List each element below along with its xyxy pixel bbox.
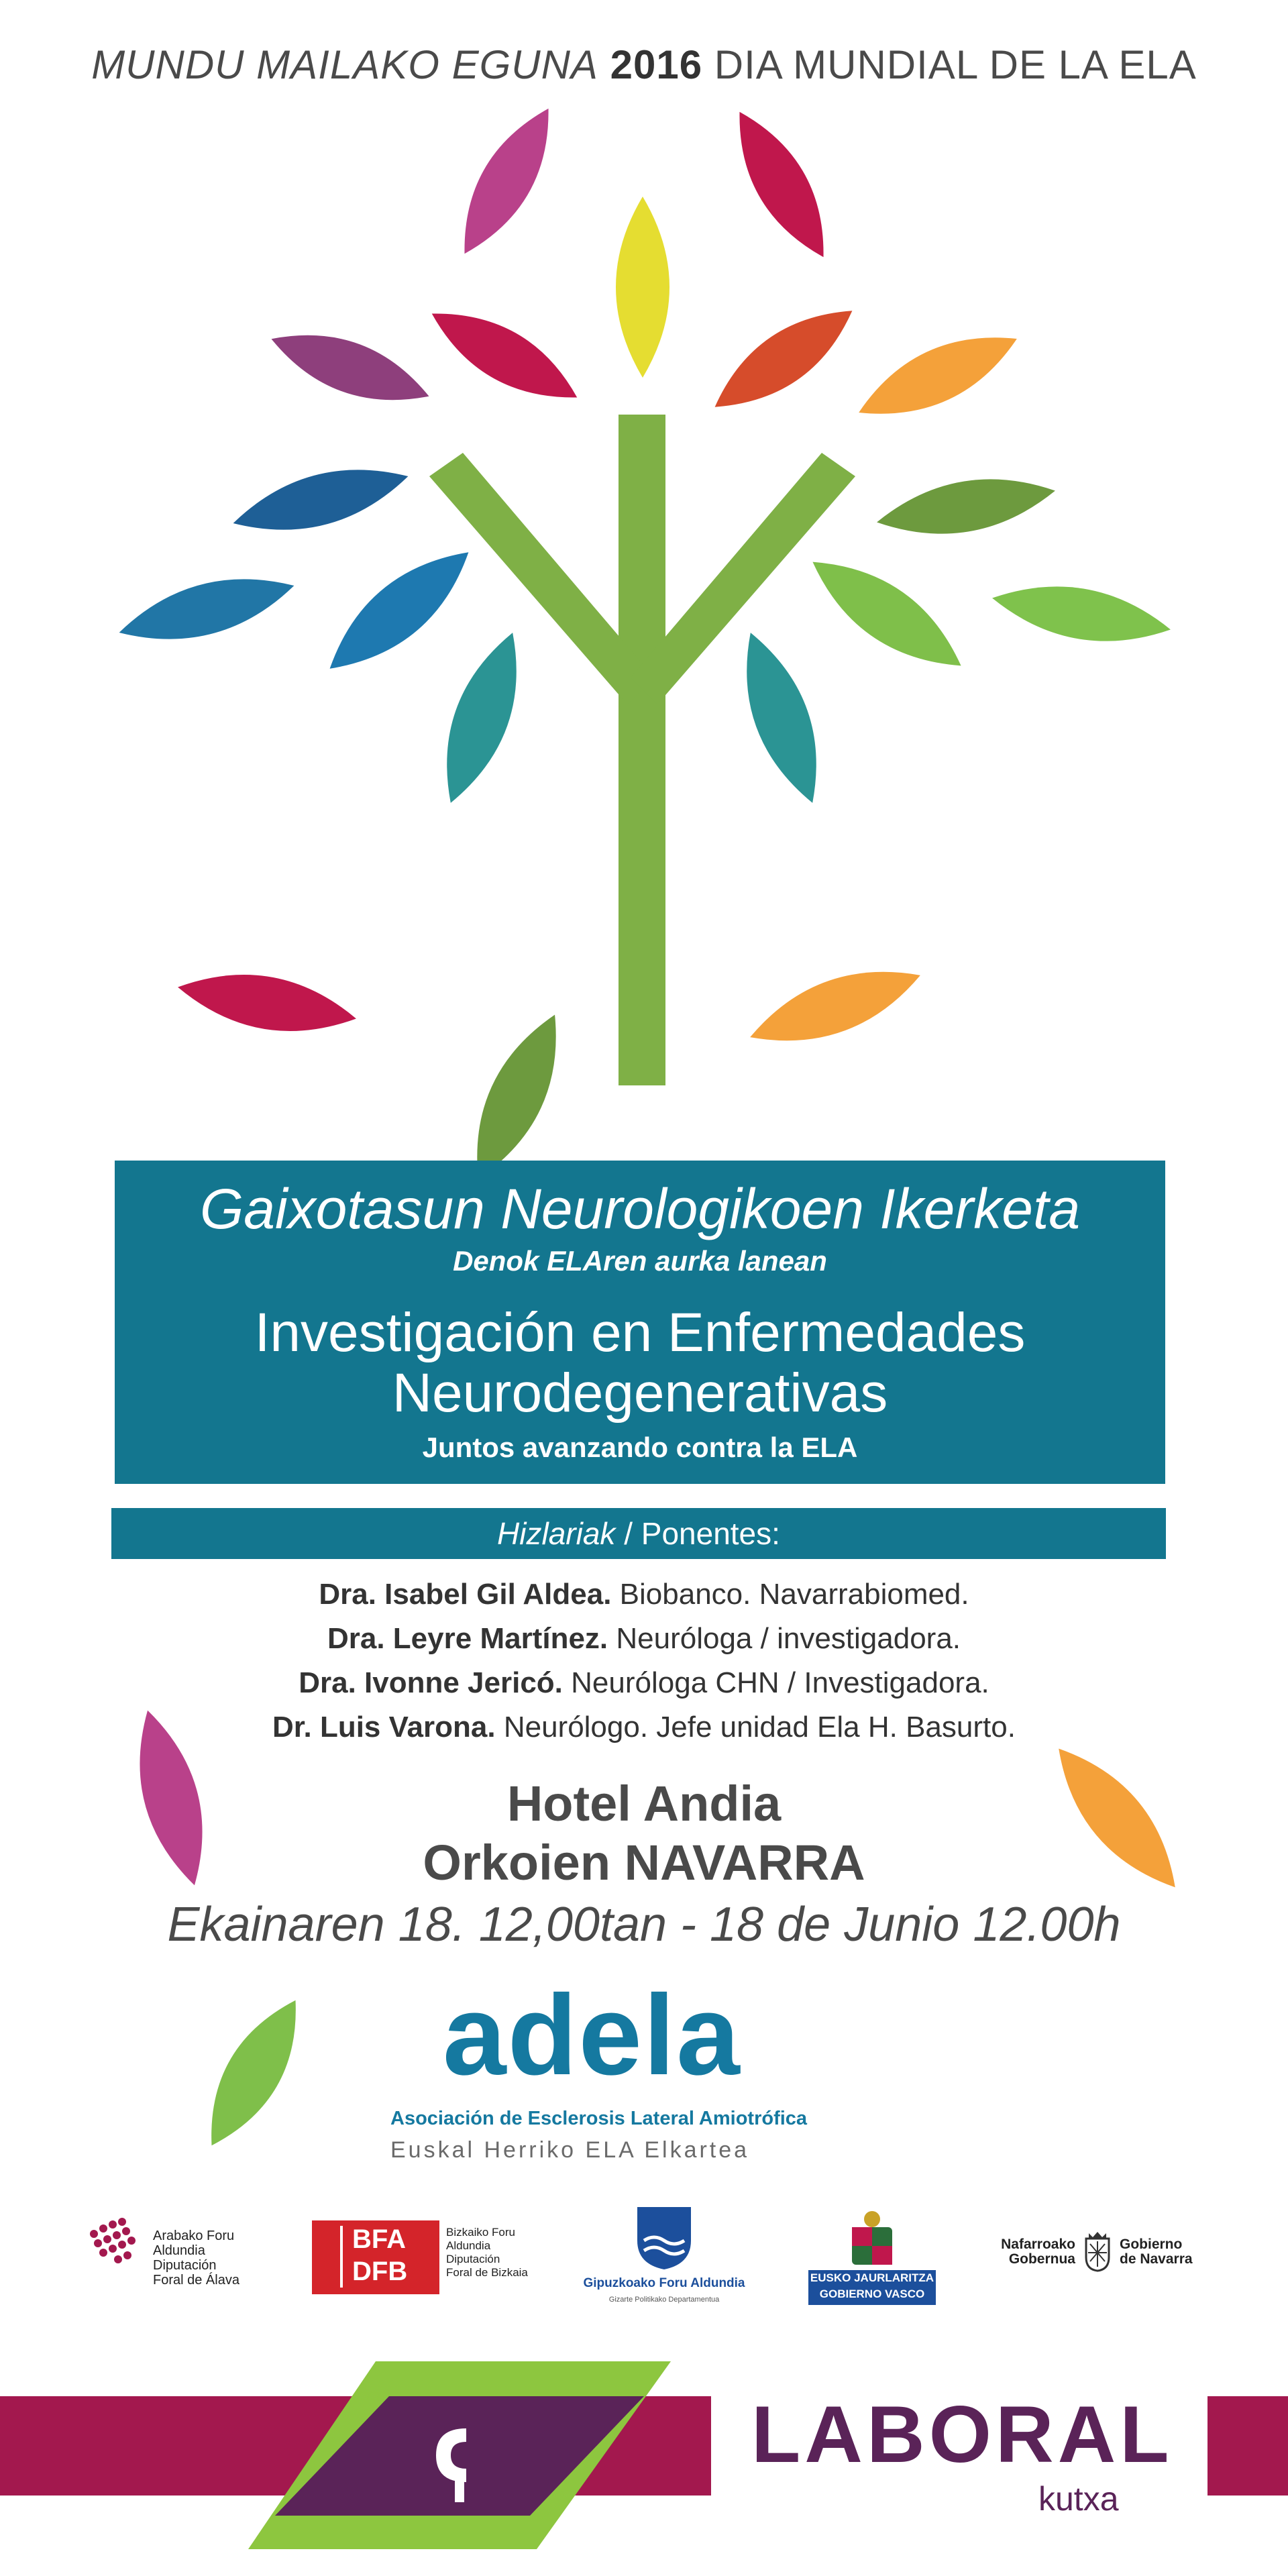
event-subtitle-spanish: Juntos avanzando contra la ELA: [422, 1432, 858, 1463]
event-title-spanish: [115, 1303, 1165, 1424]
gipuzkoa-shield-icon: [634, 2204, 694, 2271]
leaf-orange: [848, 315, 1028, 437]
leaf-red-center: [419, 292, 590, 419]
leaf-crimson-top: [718, 99, 845, 270]
alava-line: Foral de Álava: [153, 2273, 239, 2288]
leaf-lightgreen-right: [797, 540, 976, 688]
sponsor-bizkaia: [312, 2220, 533, 2301]
laboral-name: LABORAL: [751, 2390, 1173, 2479]
venue-name: Hotel Andia: [506, 1776, 782, 1831]
bizkaia-line: Bizkaiko Foru: [446, 2226, 515, 2239]
speakers-heading-basque: Hizlariak: [497, 1516, 616, 1551]
sponsor-navarra: [996, 2231, 1218, 2284]
bizkaia-badge-bottom: DFB: [352, 2257, 408, 2286]
leaf-blue: [313, 532, 486, 690]
leaf-purple: [263, 315, 438, 420]
leaf-blue-left: [113, 561, 301, 657]
eusko-line: GOBIERNO VASCO: [819, 2288, 925, 2300]
leaf-green-bottom: [189, 1987, 319, 2159]
bizkaia-mark-icon: [312, 2226, 343, 2288]
bizkaia-text: [446, 2226, 528, 2279]
alava-line: Aldundia: [153, 2243, 205, 2258]
speaker-role: Biobanco. Navarrabiomed.: [611, 1578, 969, 1611]
speakers-heading-spanish: Ponentes:: [641, 1516, 780, 1551]
speaker-name: Dra. Isabel Gil Aldea.: [319, 1578, 612, 1611]
speakers-heading: [111, 1508, 1166, 1559]
speaker-role: Neuróloga / investigadora.: [608, 1622, 961, 1655]
navarra-line: de Navarra: [1120, 2251, 1193, 2267]
adela-logo-word: adela: [443, 1972, 741, 2099]
leaf-yellow: [616, 197, 669, 378]
event-title-spanish-line1: Investigación en Enfermedades: [254, 1302, 1026, 1363]
navarra-line: Nafarroako: [1001, 2237, 1075, 2252]
alava-emblem-icon: [80, 2207, 154, 2281]
speaker-role: Neurólogo. Jefe unidad Ela H. Basurto.: [495, 1711, 1016, 1743]
eusko-line: EUSKO JAURLARITZA: [810, 2271, 934, 2284]
speaker-item: [0, 1666, 1288, 1700]
leaf-magenta-top: [443, 96, 570, 266]
sponsor-eusko-jaurlaritza: [808, 2207, 936, 2308]
laboral-logo-mark-icon: [241, 2355, 684, 2556]
laboral-sub: kutxa: [1038, 2480, 1119, 2518]
event-title-spanish-line2: Neurodegenerativas: [392, 1362, 888, 1424]
navarra-crest-icon: [1082, 2231, 1113, 2272]
gipuzkoa-text: Gipuzkoako Foru Aldundia: [583, 2276, 745, 2290]
event-title-basque: Gaixotasun Neurologikoen Ikerketa: [199, 1177, 1081, 1240]
leaf-orange-red: [700, 290, 867, 428]
speaker-item: [0, 1711, 1288, 1744]
leaf-darkblue: [227, 452, 415, 547]
adela-full-name: Asociación de Esclerosis Lateral Amiotrófica: [390, 2108, 808, 2129]
eusko-text-box: [808, 2270, 936, 2305]
event-date: Ekainaren 18. 12,00tan - 18 de Junio 12.00h: [167, 1898, 1121, 1951]
alava-text: [153, 2229, 239, 2288]
header-suffix: DIA MUNDIAL DE LA ELA: [714, 42, 1197, 87]
bizkaia-line: Foral de Bizkaia: [446, 2266, 528, 2279]
navarra-line: Gobierno: [1120, 2237, 1183, 2252]
speaker-name: Dr. Luis Varona.: [272, 1711, 496, 1743]
navarra-left-text: [996, 2237, 1075, 2267]
leaf-olive: [873, 466, 1060, 547]
speakers-heading-separator: /: [615, 1516, 641, 1551]
navarra-right-text: [1120, 2237, 1193, 2267]
header-prefix: MUNDU MAILAKO EGUNA: [91, 42, 598, 87]
speaker-name: Dra. Leyre Martínez.: [327, 1622, 608, 1655]
gipuzkoa-small-text: Gizarte Politikako Departamentua: [608, 2296, 720, 2304]
bizkaia-line: Aldundia: [446, 2239, 491, 2252]
event-subtitle-basque: Denok ELAren aurka lanean: [453, 1245, 827, 1277]
header-year: 2016: [610, 42, 703, 87]
bizkaia-line: Diputación: [446, 2253, 500, 2265]
speaker-item: [0, 1622, 1288, 1656]
leaf-orange-lower: [741, 951, 929, 1062]
eusko-coat-of-arms-icon: [842, 2207, 902, 2267]
sponsor-gipuzkoa: [577, 2204, 751, 2311]
leaf-lightgreen-far: [988, 574, 1175, 655]
bizkaia-badge-top: BFA: [352, 2224, 406, 2254]
alava-line: Diputación: [153, 2258, 217, 2273]
speaker-role: Neuróloga CHN / Investigadora.: [562, 1666, 989, 1699]
sponsor-alava: [80, 2207, 268, 2314]
leaf-crimson-lower: [173, 961, 360, 1044]
adela-basque-name: Euskal Herriko ELA Elkartea: [390, 2137, 750, 2163]
speaker-name: Dra. Ivonne Jericó.: [299, 1666, 563, 1699]
event-title-box: [115, 1161, 1165, 1484]
navarra-line: Gobernua: [1008, 2251, 1075, 2267]
venue-location: Orkoien NAVARRA: [423, 1835, 865, 1890]
laboral-stripe-right: [1208, 2396, 1288, 2496]
speaker-item: [0, 1578, 1288, 1611]
leaf-teal-right: [725, 623, 838, 812]
leaf-teal-left: [425, 623, 538, 812]
bizkaia-badge: [312, 2220, 439, 2294]
alava-line: Arabako Foru: [153, 2229, 235, 2243]
